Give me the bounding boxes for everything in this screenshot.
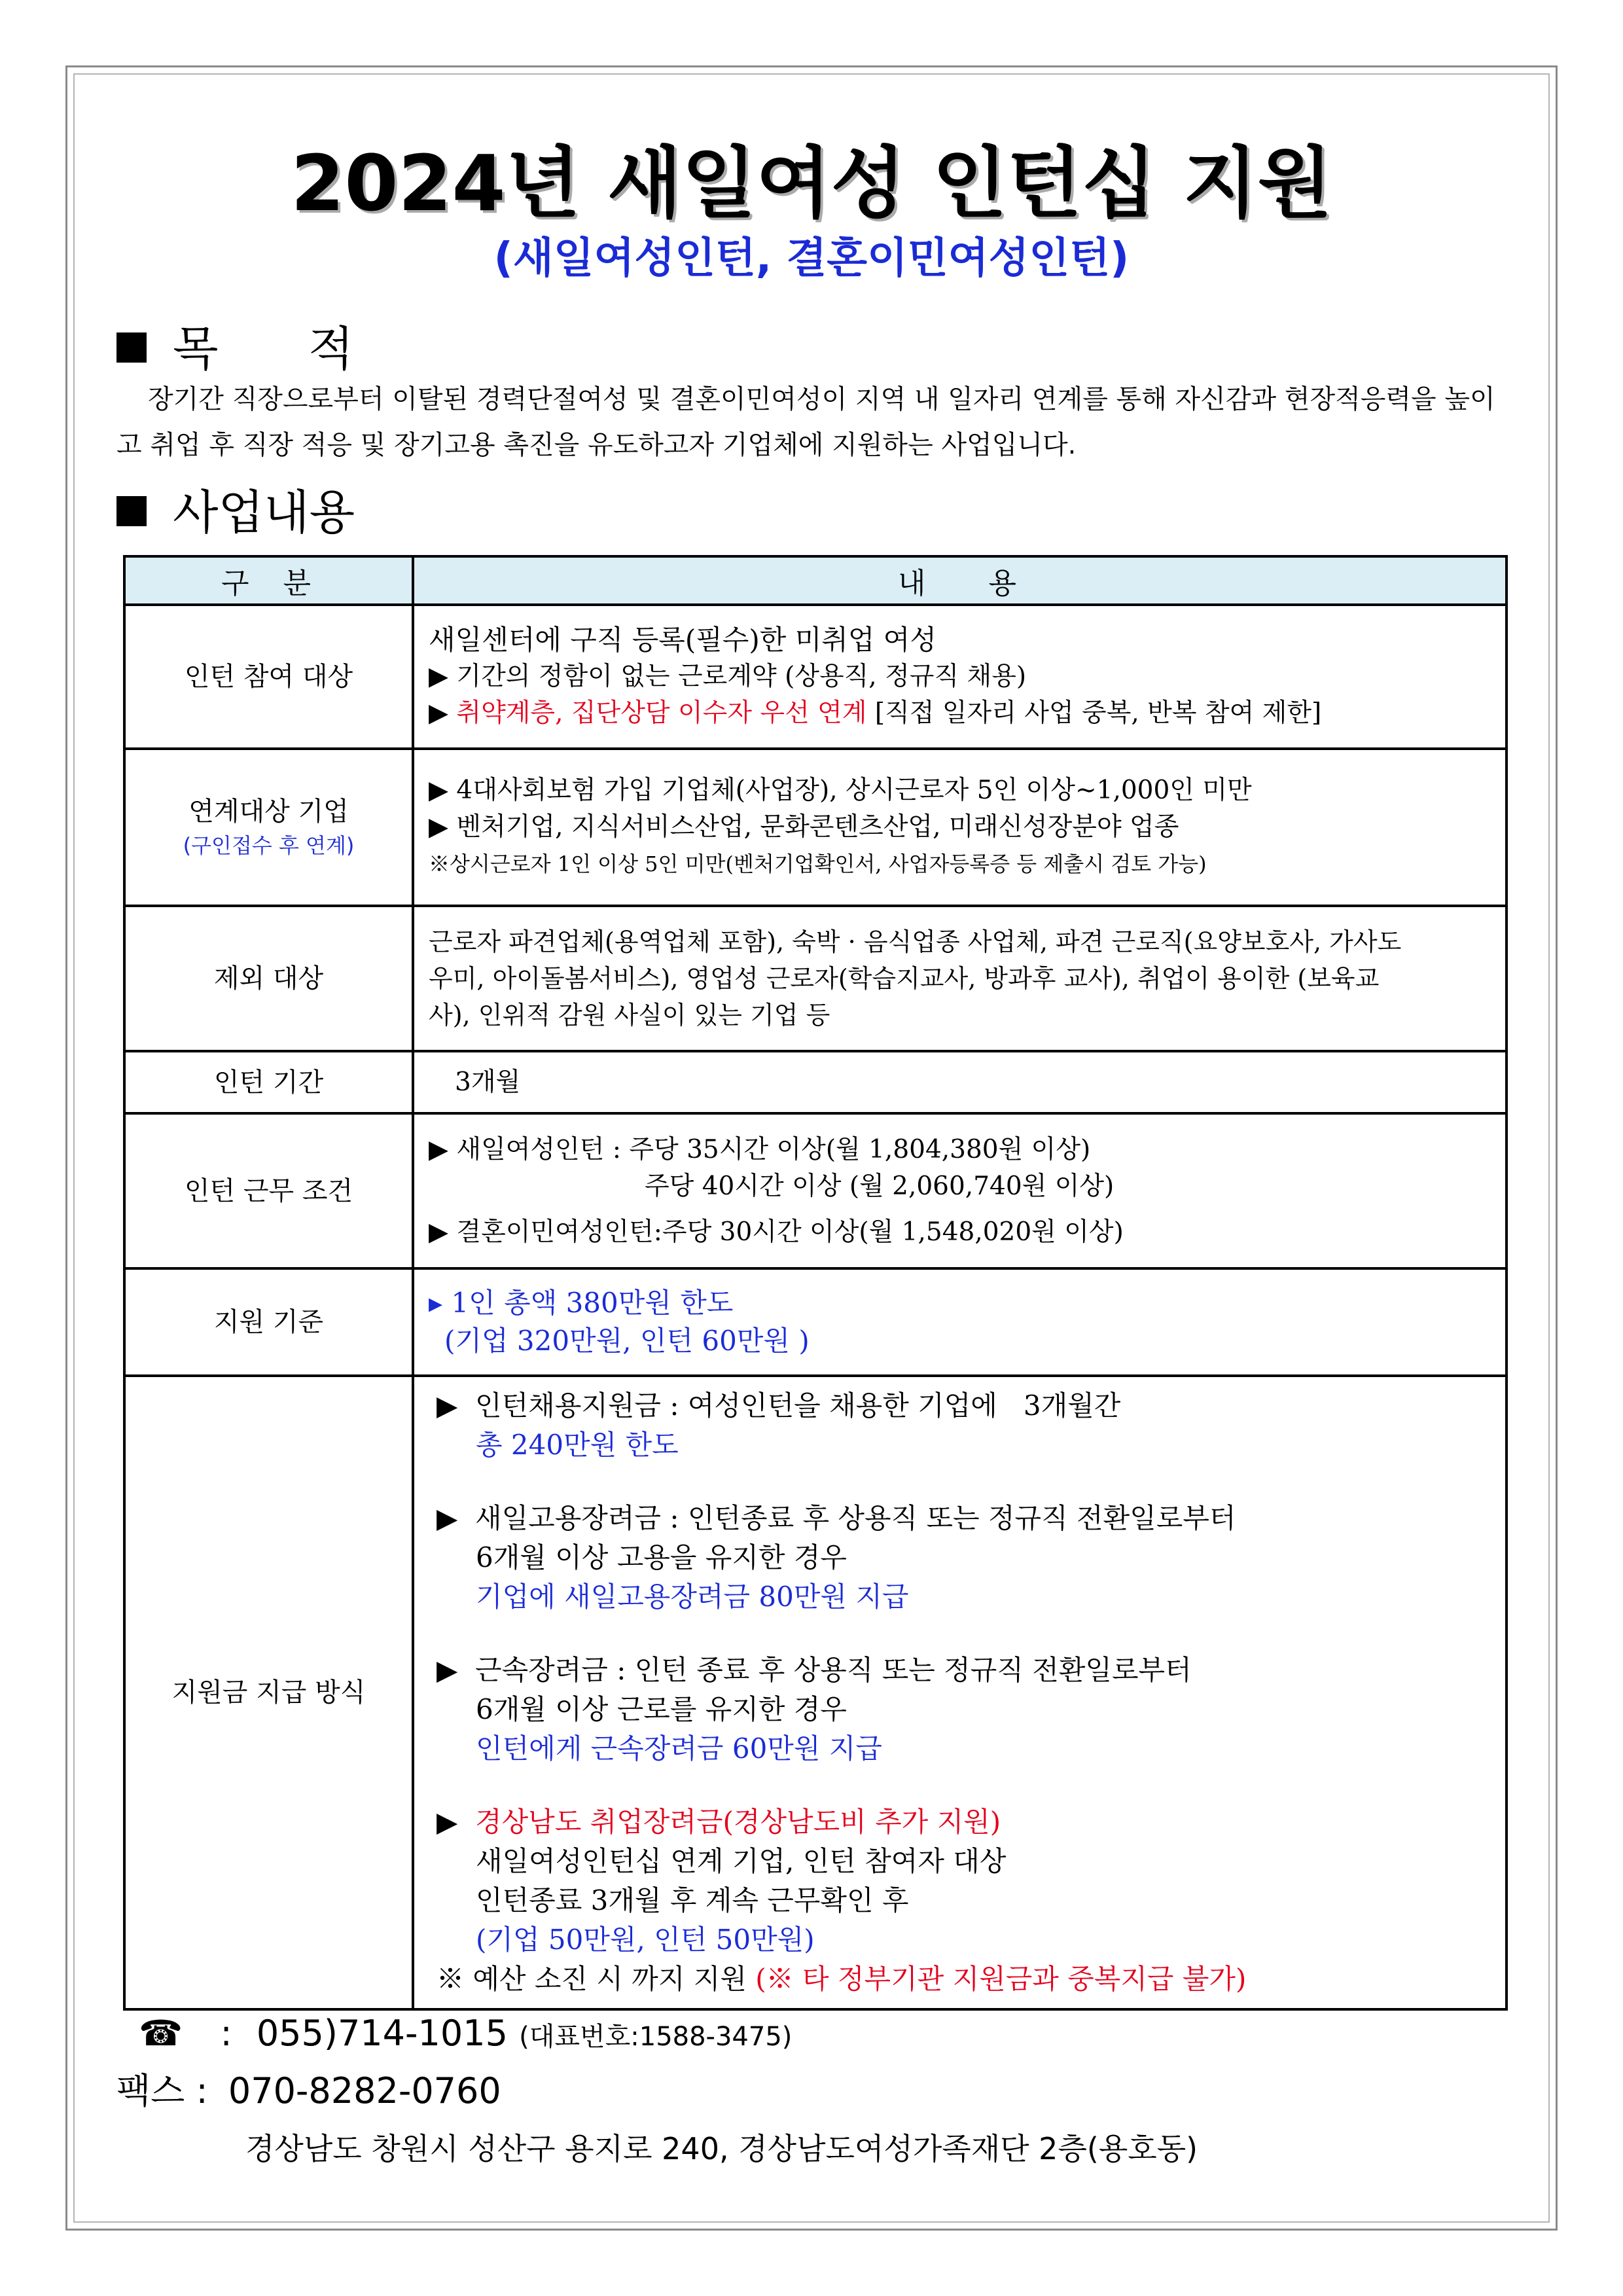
excluded-content <box>413 906 1507 1051</box>
business-heading-text: 사업내용 <box>173 485 355 540</box>
fax-line <box>116 2068 501 2114</box>
payment-label: 지원금 지급 방식 <box>124 1376 413 2009</box>
payment-item-1-detail: 총 240만원 한도 <box>476 1429 679 1461</box>
address: 경상남도 창원시 성산구 용지로 240, 경상남도여성가족재단 2층(용호동) <box>245 2131 1198 2166</box>
target-line-1: 새일센터에 구직 등록(필수)한 미취업 여성 <box>429 624 936 656</box>
business-table <box>123 555 1508 2011</box>
company-note: ※상시근로자 1인 이상 5인 미만(벤처기업확인서, 사업자등록증 등 제출시 검토 가능) <box>429 852 1207 876</box>
target-line-2: ▶ 기간의 정함이 없는 근로계약 (상용직, 정규직 채용) <box>429 662 1027 691</box>
conditions-content <box>413 1113 1507 1268</box>
spacer <box>437 1465 1496 1499</box>
payment-item-1: ▶ 인턴채용지원금 : 여성인턴을 채용한 기업에 3개월간 <box>437 1390 1121 1422</box>
phone-separator: : <box>220 2013 232 2054</box>
header-content: 내 용 <box>413 556 1507 605</box>
purpose-body: 장기간 직장으로부터 이탈된 경력단절여성 및 결혼이민여성이 지역 내 일자리 연계를 통해 자신감과 현장적응력을 높이고 취업 후 직장 적응 및 장기고용 촉진을 유도하고자 기업체에 지원하는 사업입니다. <box>116 384 1495 460</box>
payment-item-2: ▶ 새일고용장려금 : 인턴종료 후 상용직 또는 정규직 전환일로부터 <box>437 1502 1236 1534</box>
company-line-2: ▶ 벤처기업, 지식서비스산업, 문화콘텐츠산업, 미래신성장분야 업종 <box>429 812 1179 842</box>
row-excluded <box>124 906 1507 1051</box>
target-line-3-arrow: ▶ <box>429 698 457 728</box>
period-value: 3개월 <box>455 1067 521 1097</box>
fax-label: 팩스 : <box>116 2070 208 2111</box>
target-line-3 <box>429 695 1496 732</box>
row-conditions <box>124 1113 1507 1268</box>
purpose-heading-text: 목 적 <box>173 321 354 376</box>
header-category: 구 분 <box>124 556 413 605</box>
company-sublabel: (구인접수 후 연계) <box>183 833 355 858</box>
row-target <box>124 605 1507 749</box>
payment-item-4-detail: (기업 50만원, 인턴 50만원) <box>476 1924 815 1956</box>
table-header-row <box>124 556 1507 605</box>
criteria-content <box>413 1268 1507 1376</box>
row-period <box>124 1051 1507 1113</box>
row-company <box>124 749 1507 906</box>
fax-number: 070-8282-0760 <box>228 2070 501 2111</box>
purpose-heading <box>116 319 353 378</box>
conditions-line-2: 주당 40시간 이상 (월 2,060,740원 이상) <box>645 1171 1115 1201</box>
payment-note-duplicate: (※ 타 정부기관 지원금과 중복지급 불가) <box>755 1963 1247 1995</box>
payment-item-4 <box>437 1803 1496 1842</box>
payment-item-3-detail: 인턴에게 근속장려금 60만원 지급 <box>476 1732 882 1765</box>
company-label-cell <box>124 749 413 906</box>
payment-item-2-condition: 6개월 이상 고용을 유지한 경우 <box>476 1541 847 1573</box>
period-content <box>413 1051 1507 1113</box>
phone-main-number: (대표번호:1588-3475) <box>519 2022 793 2052</box>
row-criteria <box>124 1268 1507 1376</box>
criteria-line-2: (기업 320만원, 인턴 60만원 ) <box>444 1325 810 1357</box>
page-title: 2024년 새일여성 인턴십 지원 <box>291 138 1332 228</box>
payment-note <box>437 1960 1496 1999</box>
spacer <box>437 1768 1496 1803</box>
page-subtitle: (새일여성인턴, 결혼이민여성인턴) <box>493 234 1130 283</box>
payment-content <box>413 1376 1507 2009</box>
conditions-line-1: ▶ 새일여성인턴 : 주당 35시간 이상(월 1,804,380원 이상) <box>429 1134 1091 1164</box>
business-heading <box>116 483 355 542</box>
phone-icon: ☎ <box>139 2013 183 2054</box>
payment-item-4-title: 경상남도 취업장려금(경상남도비 추가 지원) <box>475 1806 1001 1838</box>
company-content <box>413 749 1507 906</box>
company-line-1: ▶ 4대사회보험 가입 기업체(사업장), 상시근로자 5인 이상~1,000인 미만 <box>429 776 1252 805</box>
period-label: 인턴 기간 <box>124 1051 413 1113</box>
payment-item-2-detail: 기업에 새일고용장려금 80만원 지급 <box>476 1581 909 1613</box>
target-priority-text: 취약계층, 집단상담 이수자 우선 연계 <box>456 698 867 728</box>
square-bullet-icon <box>116 496 147 526</box>
payment-item-4-target: 새일여성인턴십 연계 기업, 인턴 참여자 대상 <box>476 1845 1007 1877</box>
target-label: 인턴 참여 대상 <box>124 605 413 749</box>
excluded-line-2: 우미, 아이돌봄서비스), 영업성 근로자(학습지교사, 방과후 교사), 취업이 용이한 (보육교 <box>429 964 1380 993</box>
payment-item-3: ▶ 근속장려금 : 인턴 종료 후 상용직 또는 정규직 전환일로부터 <box>437 1654 1192 1686</box>
row-payment <box>124 1376 1507 2009</box>
conditions-line-3: ▶ 결혼이민여성인턴:주당 30시간 이상(월 1,548,020원 이상) <box>429 1217 1124 1247</box>
excluded-line-3: 사), 인위적 감원 사실이 있는 기업 등 <box>429 1001 830 1030</box>
excluded-label: 제외 대상 <box>124 906 413 1051</box>
square-bullet-icon <box>116 332 147 363</box>
conditions-label: 인턴 근무 조건 <box>124 1113 413 1268</box>
payment-item-4-arrow: ▶ <box>437 1806 476 1838</box>
company-label: 연계대상 기업 <box>188 797 349 827</box>
target-content <box>413 605 1507 749</box>
payment-note-budget: ※ 예산 소진 시 까지 지원 <box>437 1963 756 1995</box>
target-restriction-text: [직접 일자리 사업 중복, 반복 참여 제한] <box>866 698 1322 728</box>
phone-number: 055)714-1015 <box>256 2013 508 2054</box>
spacer <box>437 1617 1496 1651</box>
payment-item-4-condition: 인턴종료 3개월 후 계속 근무확인 후 <box>476 1884 909 1916</box>
phone-line <box>139 2011 792 2060</box>
payment-item-3-condition: 6개월 이상 근로를 유지한 경우 <box>476 1693 847 1725</box>
excluded-line-1: 근로자 파견업체(용역업체 포함), 숙박 · 음식업종 사업체, 파견 근로직(요양보호사, 가사도 <box>429 927 1402 956</box>
criteria-line-1: ▸ 1인 총액 380만원 한도 <box>429 1287 734 1319</box>
criteria-label: 지원 기준 <box>124 1268 413 1376</box>
